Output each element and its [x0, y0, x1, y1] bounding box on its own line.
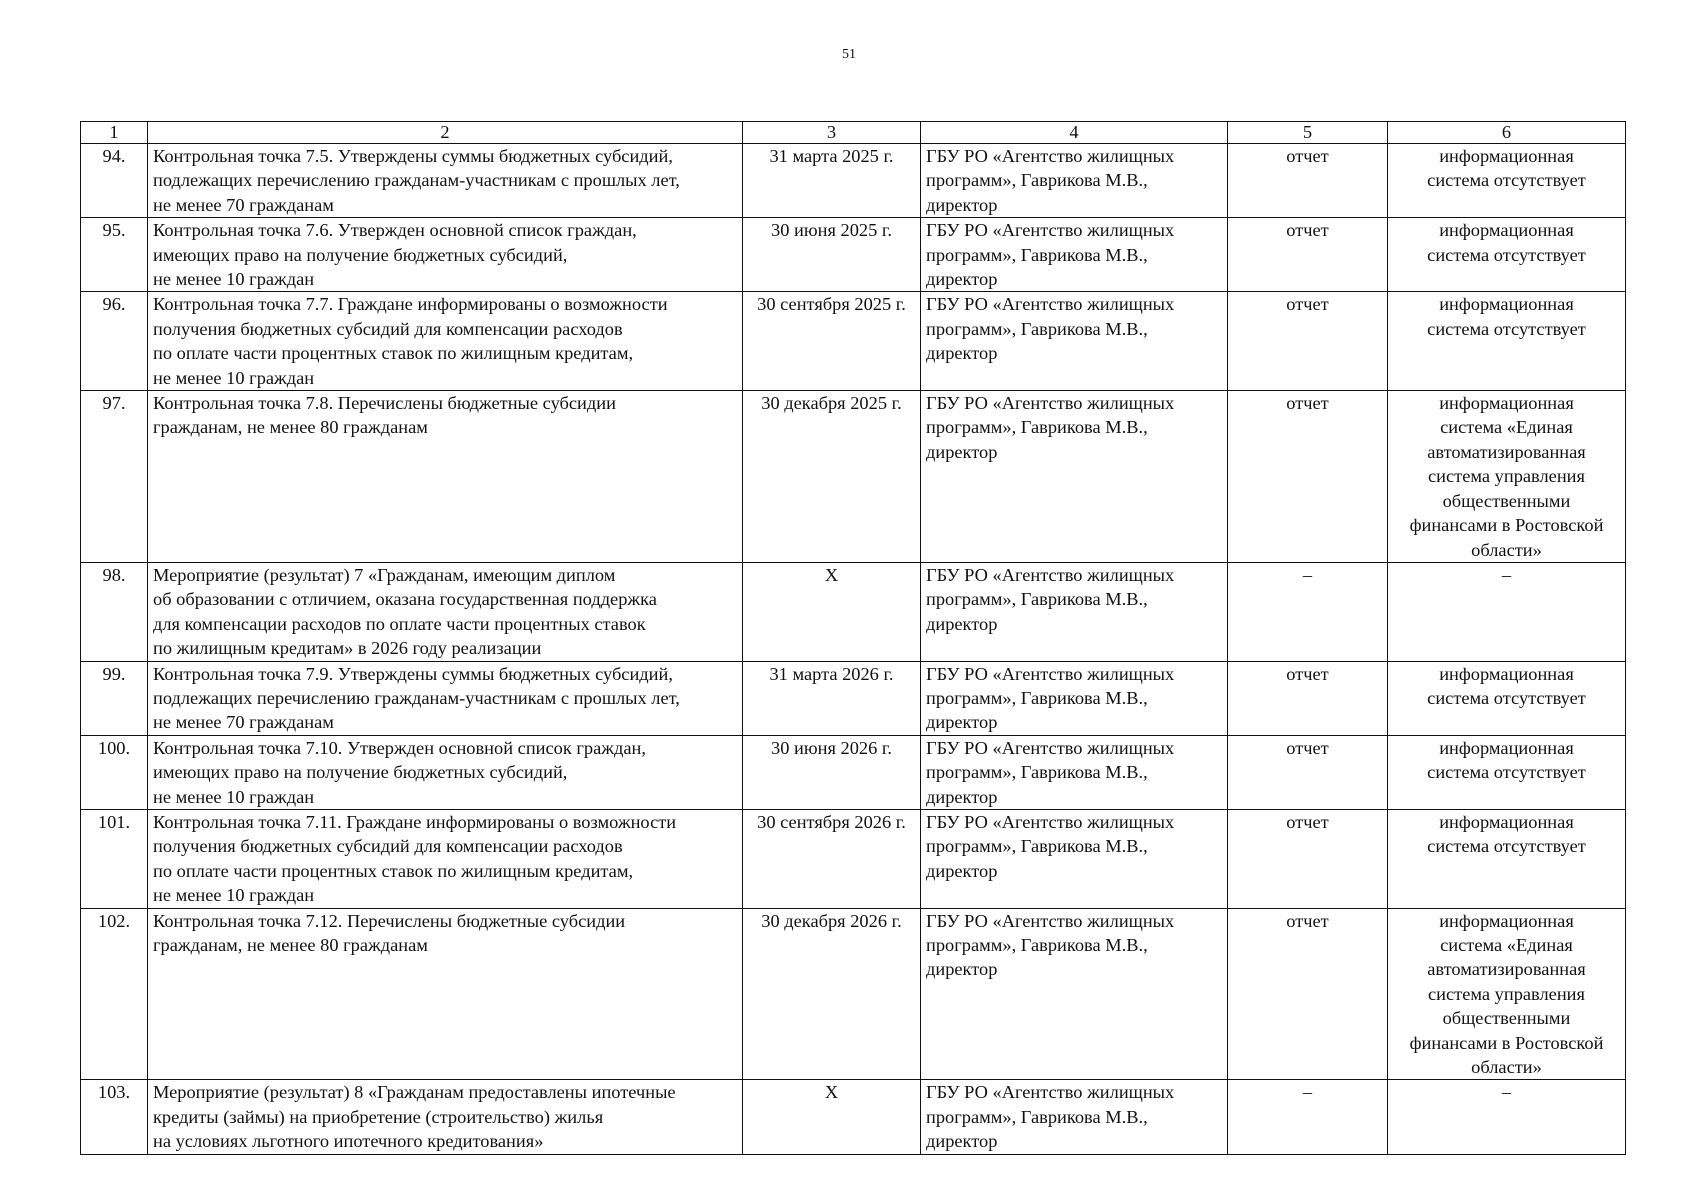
row-number: 101. [81, 809, 148, 908]
information-system: информационная система «Единая автоматизированная система управления общественными финансами в Ростовской области» [1388, 391, 1626, 563]
table-row [81, 391, 1626, 563]
column-number: 4 [921, 122, 1228, 144]
table-row [81, 218, 1626, 292]
event-description: Мероприятие (результат) 7 «Гражданам, имеющим диплом об образовании с отличием, оказана государственная поддержка для компенсации расходов по оплате части процентных ставок по жилищным кредитам» в 2026 году реализации [148, 562, 743, 661]
row-number: 98. [81, 562, 148, 661]
confirming-document: отчет [1228, 218, 1388, 292]
information-system: информационная система «Единая автоматизированная система управления общественными финансами в Ростовской области» [1388, 908, 1626, 1080]
responsible-executor: ГБУ РО «Агентство жилищных программ», Гаврикова М.В., директор [921, 144, 1228, 218]
deadline-date: 31 марта 2026 г. [743, 661, 921, 735]
event-description: Контрольная точка 7.10. Утвержден основной список граждан, имеющих право на получение бюджетных субсидий, не менее 10 граждан [148, 735, 743, 809]
responsible-executor: ГБУ РО «Агентство жилищных программ», Гаврикова М.В., директор [921, 218, 1228, 292]
deadline-date: 30 июня 2025 г. [743, 218, 921, 292]
information-system: информационная система отсутствует [1388, 735, 1626, 809]
row-number: 95. [81, 218, 148, 292]
responsible-executor: ГБУ РО «Агентство жилищных программ», Гаврикова М.В., директор [921, 562, 1228, 661]
page-number: 51 [842, 47, 856, 62]
information-system: – [1388, 562, 1626, 661]
deadline-date: Х [743, 562, 921, 661]
row-number: 94. [81, 144, 148, 218]
table-row [81, 661, 1626, 735]
confirming-document: отчет [1228, 391, 1388, 563]
confirming-document: отчет [1228, 661, 1388, 735]
information-system: информационная система отсутствует [1388, 809, 1626, 908]
confirming-document: – [1228, 1080, 1388, 1154]
column-number: 5 [1228, 122, 1388, 144]
event-description: Контрольная точка 7.12. Перечислены бюджетные субсидии гражданам, не менее 80 гражданам [148, 908, 743, 1080]
table-row [81, 144, 1626, 218]
table-row [81, 809, 1626, 908]
implementation-plan-table [80, 121, 1626, 1155]
deadline-date: 30 декабря 2026 г. [743, 908, 921, 1080]
column-number: 6 [1388, 122, 1626, 144]
event-description: Контрольная точка 7.6. Утвержден основной список граждан, имеющих право на получение бюджетных субсидий, не менее 10 граждан [148, 218, 743, 292]
table-row [81, 735, 1626, 809]
table-row [81, 562, 1626, 661]
event-description: Мероприятие (результат) 8 «Гражданам предоставлены ипотечные кредиты (займы) на приобретение (строительство) жилья на условиях льготного ипотечного кредитования» [148, 1080, 743, 1154]
deadline-date: 30 июня 2026 г. [743, 735, 921, 809]
responsible-executor: ГБУ РО «Агентство жилищных программ», Гаврикова М.В., директор [921, 661, 1228, 735]
deadline-date: 30 сентября 2026 г. [743, 809, 921, 908]
event-description: Контрольная точка 7.7. Граждане информированы о возможности получения бюджетных субсидий для компенсации расходов по оплате части процентных ставок по жилищным кредитам, не менее 10 граждан [148, 292, 743, 391]
column-number: 2 [148, 122, 743, 144]
confirming-document: отчет [1228, 809, 1388, 908]
responsible-executor: ГБУ РО «Агентство жилищных программ», Гаврикова М.В., директор [921, 908, 1228, 1080]
responsible-executor: ГБУ РО «Агентство жилищных программ», Гаврикова М.В., директор [921, 292, 1228, 391]
event-description: Контрольная точка 7.5. Утверждены суммы бюджетных субсидий, подлежащих перечислению гражданам-участникам с прошлых лет, не менее 70 гражданам [148, 144, 743, 218]
row-number: 103. [81, 1080, 148, 1154]
confirming-document: отчет [1228, 144, 1388, 218]
confirming-document: отчет [1228, 908, 1388, 1080]
event-description: Контрольная точка 7.11. Граждане информированы о возможности получения бюджетных субсидий для компенсации расходов по оплате части процентных ставок по жилищным кредитам, не менее 10 граждан [148, 809, 743, 908]
confirming-document: отчет [1228, 735, 1388, 809]
event-description: Контрольная точка 7.8. Перечислены бюджетные субсидии гражданам, не менее 80 гражданам [148, 391, 743, 563]
column-number: 3 [743, 122, 921, 144]
row-number: 102. [81, 908, 148, 1080]
confirming-document: отчет [1228, 292, 1388, 391]
table-row [81, 292, 1626, 391]
responsible-executor: ГБУ РО «Агентство жилищных программ», Гаврикова М.В., директор [921, 809, 1228, 908]
row-number: 96. [81, 292, 148, 391]
responsible-executor: ГБУ РО «Агентство жилищных программ», Гаврикова М.В., директор [921, 391, 1228, 563]
deadline-date: Х [743, 1080, 921, 1154]
row-number: 100. [81, 735, 148, 809]
deadline-date: 30 декабря 2025 г. [743, 391, 921, 563]
table-row [81, 908, 1626, 1080]
row-number: 99. [81, 661, 148, 735]
information-system: – [1388, 1080, 1626, 1154]
information-system: информационная система отсутствует [1388, 661, 1626, 735]
deadline-date: 30 сентября 2025 г. [743, 292, 921, 391]
confirming-document: – [1228, 562, 1388, 661]
responsible-executor: ГБУ РО «Агентство жилищных программ», Гаврикова М.В., директор [921, 1080, 1228, 1154]
event-description: Контрольная точка 7.9. Утверждены суммы бюджетных субсидий, подлежащих перечислению гражданам-участникам с прошлых лет, не менее 70 гражданам [148, 661, 743, 735]
deadline-date: 31 марта 2025 г. [743, 144, 921, 218]
information-system: информационная система отсутствует [1388, 218, 1626, 292]
information-system: информационная система отсутствует [1388, 292, 1626, 391]
column-number-row [81, 122, 1626, 144]
table-row [81, 1080, 1626, 1154]
row-number: 97. [81, 391, 148, 563]
column-number: 1 [81, 122, 148, 144]
responsible-executor: ГБУ РО «Агентство жилищных программ», Гаврикова М.В., директор [921, 735, 1228, 809]
information-system: информационная система отсутствует [1388, 144, 1626, 218]
